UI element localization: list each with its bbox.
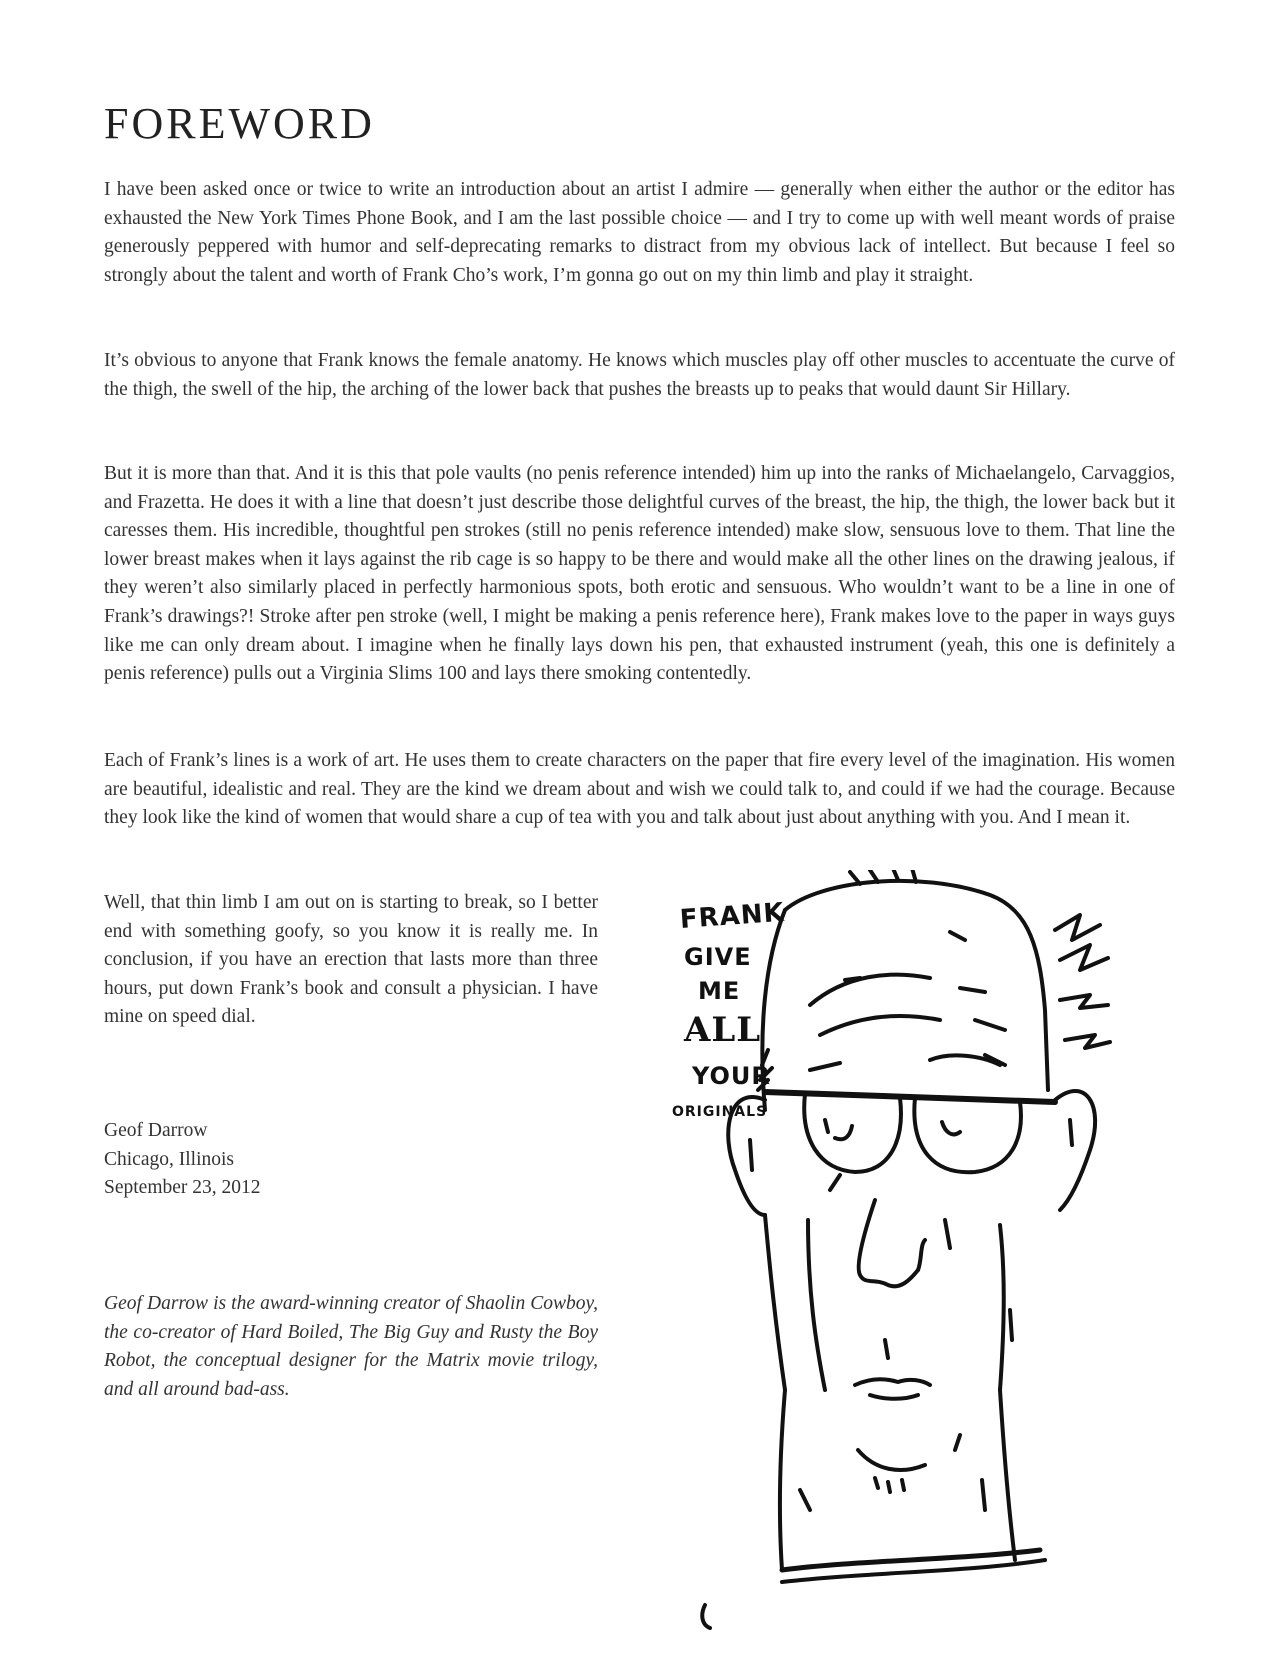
page-title: FOREWORD: [104, 99, 375, 148]
sketch-handwriting-6: ORIGINALS: [672, 1104, 768, 1120]
signature-date: September 23, 2012: [104, 1177, 261, 1199]
sketch-handwriting-3: ME: [698, 977, 741, 1005]
sketch-handwriting-1: FRANK: [678, 897, 786, 935]
foreword-paragraph-4: Each of Frank’s lines is a work of art. He uses them to create characters on the paper that fire every level of the imagination. His women are beautiful, idealistic and real. They are the kind we dream about and wish we could talk to, and could if we had the courage. Because they look like the kind of women that would share a cup of tea with you and talk about just about anything with you. And I mean it.: [104, 750, 1175, 829]
author-bio: Geof Darrow is the award-winning creator of Shaolin Cowboy, the co-creator of Hard Boiled, The Big Guy and Rusty the Boy Robot, the conceptual designer for the Matrix movie trilogy, and all around bad-ass.: [104, 1293, 598, 1400]
foreword-paragraph-3: But it is more than that. And it is this that pole vaults (no penis reference intended) him up into the ranks of Michaelangelo, Carvaggios, and Frazetta. He does it with a line that doesn’t just describe those delightful curves of the breast, the hip, the thigh, the lower back but it caresses them. His incredible, thoughtful pen strokes (still no penis reference intended) make slow, sensuous love to them. That line the lower breast makes when it lays against the rib cage is so happy to be there and would make all the other lines on the drawing jealous, if they weren’t also similarly placed in perfectly harmonious spots, both erotic and sensuous. Who wouldn’t want to be a line in one of Frank’s drawings?! Stroke after pen stroke (well, I might be making a penis reference here), Frank makes love to the paper in ways guys like me can only dream about. I imagine when he finally lays down his pen, that exhausted instrument (yeah, this one is definitely a penis reference) pulls out a Virginia Slims 100 and lays there smoking contentedly.: [104, 463, 1175, 685]
signature-location: Chicago, Illinois: [104, 1148, 234, 1170]
foreword-paragraph-1: I have been asked once or twice to write an introduction about an artist I admire — generally when either the author or the editor has exhausted the New York Times Phone Book, and I am the last possible choice — and I try to come up with well meant words of praise generously peppered with humor and self-deprecating remarks to distract from my obvious lack of intellect. But because I feel so strongly about the talent and worth of Frank Cho’s work, I’m gonna go out on my thin limb and play it straight.: [104, 179, 1175, 286]
sketch-handwriting-4: ALL: [684, 1010, 762, 1050]
sketch-handwriting-2: GIVE: [684, 943, 752, 971]
sketch-handwriting-5: YOUR: [692, 1062, 771, 1090]
foreword-paragraph-5: Well, that thin limb I am out on is starting to break, so I better end with something goofy, so you know it is really me. In conclusion, if you have an erection that lasts more than three hours, put down Frank’s book and consult a physician. I have mine on speed dial.: [104, 892, 598, 1028]
signature-name: Geof Darrow: [104, 1120, 208, 1141]
foreword-paragraph-2: It’s obvious to anyone that Frank knows the female anatomy. He knows which muscles play off other muscles to accentuate the curve of the thigh, the swell of the hip, the arching of the lower back that pushes the breasts up to peaks that would daunt Sir Hillary.: [104, 350, 1175, 400]
signature-block: [104, 1117, 261, 1203]
